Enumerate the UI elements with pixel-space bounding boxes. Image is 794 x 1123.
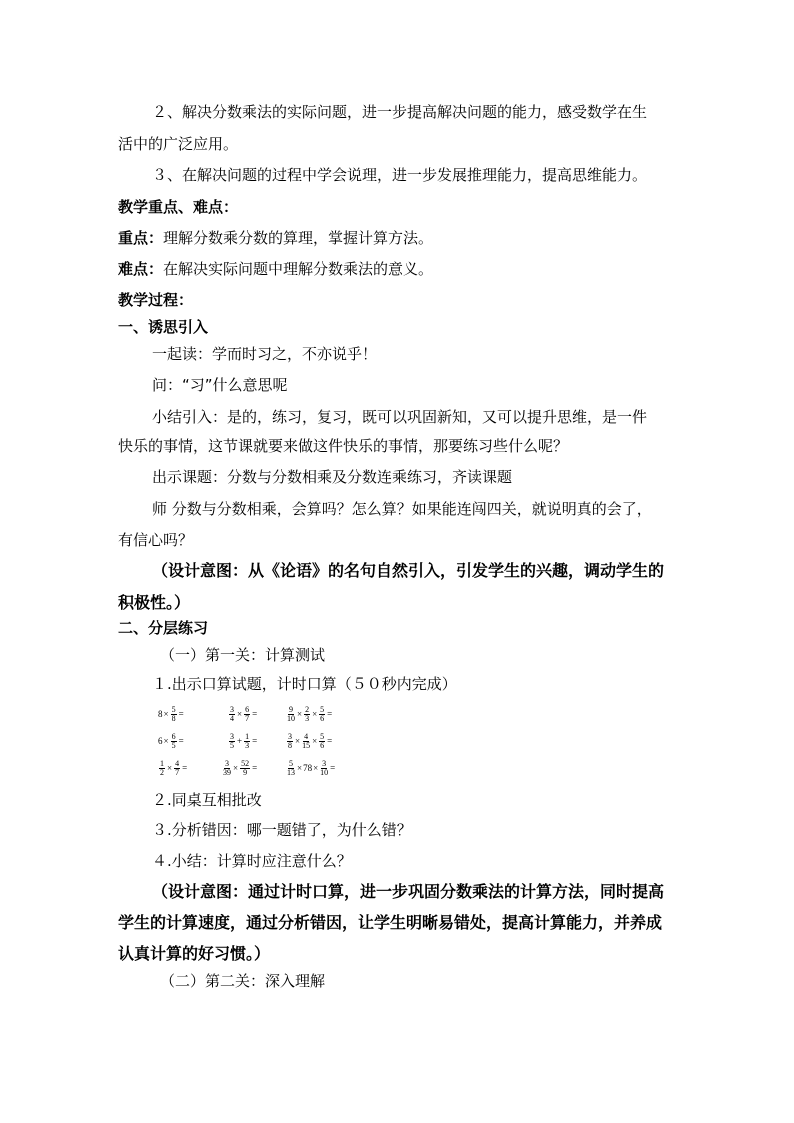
math-item-r3c3: $\frac{5}{13}$ × 78 × $\frac{3}{10}$ = <box>287 759 336 777</box>
key-point-text: 理解分数乘分数的算理，掌握计算方法。 <box>163 229 434 247</box>
level-2-heading: （二）第二关：深入理解 <box>160 972 326 990</box>
teacher-line-2: 有信心吗？ <box>118 531 194 549</box>
design-note-1-line-2: 积极性。） <box>118 593 191 612</box>
step-4: ４.小结：计算时应注意什么？ <box>152 852 352 870</box>
objective-3: ３、在解决问题的过程中学会说理，进一步发展推理能力，提高思维能力。 <box>152 166 648 184</box>
math-item-r1c2: $\frac{3}{4}$ × $\frac{6}{7}$ = <box>230 705 258 723</box>
summary-intro-line-1: 小结引入：是的，练习，复习，既可以巩固新知，又可以提升思维，是一件 <box>152 408 648 426</box>
objective-2-line-1: ２、解决分数乘法的实际问题，进一步提高解决问题的能力，感受数学在生 <box>152 103 648 121</box>
step-1: １.出示口算试题，计时口算（５０秒内完成） <box>152 675 457 693</box>
mental-math-exercises <box>158 700 358 780</box>
design-note-2-line-1: （设计意图：通过计时口算，进一步巩固分数乘法的计算方法，同时提高 <box>152 882 665 901</box>
step-3: ３.分析错因：哪一题错了，为什么错？ <box>152 821 412 839</box>
key-point <box>118 228 433 248</box>
math-item-r2c1: 6 × $\frac{6}{5}$ = <box>158 732 184 750</box>
step-2: ２.同桌互相批改 <box>152 791 262 809</box>
level-1-heading: （一）第一关：计算测试 <box>160 646 326 664</box>
topic-line: 出示课题：分数与分数相乘及分数连乘练习，齐读课题 <box>152 468 513 486</box>
math-item-r2c2: $\frac{3}{5}$ + $\frac{1}{3}$ = <box>230 732 258 750</box>
difficult-point <box>118 259 433 279</box>
math-item-r1c1: 8 × $\frac{5}{8}$ = <box>158 705 184 723</box>
objective-2-line-2: 活中的广泛应用。 <box>118 135 239 153</box>
design-note-1-line-1: （设计意图：从《论语》的名句自然引入，引发学生的兴趣，调动学生的 <box>152 561 665 580</box>
math-item-r1c3: $\frac{9}{10}$ × $\frac{2}{3}$ × $\frac{5}{6}$ = <box>287 705 333 723</box>
part-heading-2: 二、分层练习 <box>118 619 209 637</box>
difficult-point-text: 在解决实际问题中理解分数乘法的意义。 <box>163 260 434 278</box>
part-heading-1: 一、诱思引入 <box>118 318 209 336</box>
teacher-line-1: 师 分数与分数相乘，会算吗？怎么算？如果能连闯四关，就说明真的会了， <box>152 500 652 518</box>
difficult-point-label: 难点： <box>118 260 164 278</box>
section-heading-process: 教学过程： <box>118 291 194 309</box>
design-note-2-line-3: 认真计算的好习惯。） <box>118 944 271 963</box>
section-heading-key-points: 教学重点、难点： <box>118 198 239 216</box>
read-together: 一起读：学而时习之，不亦说乎！ <box>152 345 378 363</box>
summary-intro-line-2: 快乐的事情，这节课就要来做这件快乐的事情，那要练习些什么呢？ <box>118 437 569 455</box>
question: 问：“习”什么意思呢 <box>152 376 288 394</box>
math-item-r3c1: $\frac{1}{2}$ × $\frac{4}{7}$ = <box>160 759 188 777</box>
key-point-label: 重点： <box>118 229 164 247</box>
math-item-r3c2: $\frac{3}{39}$ × $\frac{52}{9}$ = <box>223 759 258 777</box>
design-note-2-line-2: 学生的计算速度，通过分析错因，让学生明晰易错处，提高计算能力，并养成 <box>118 913 663 932</box>
math-item-r2c3: $\frac{3}{8}$ × $\frac{4}{15}$ × $\frac{5}{6}$ = <box>288 732 333 750</box>
